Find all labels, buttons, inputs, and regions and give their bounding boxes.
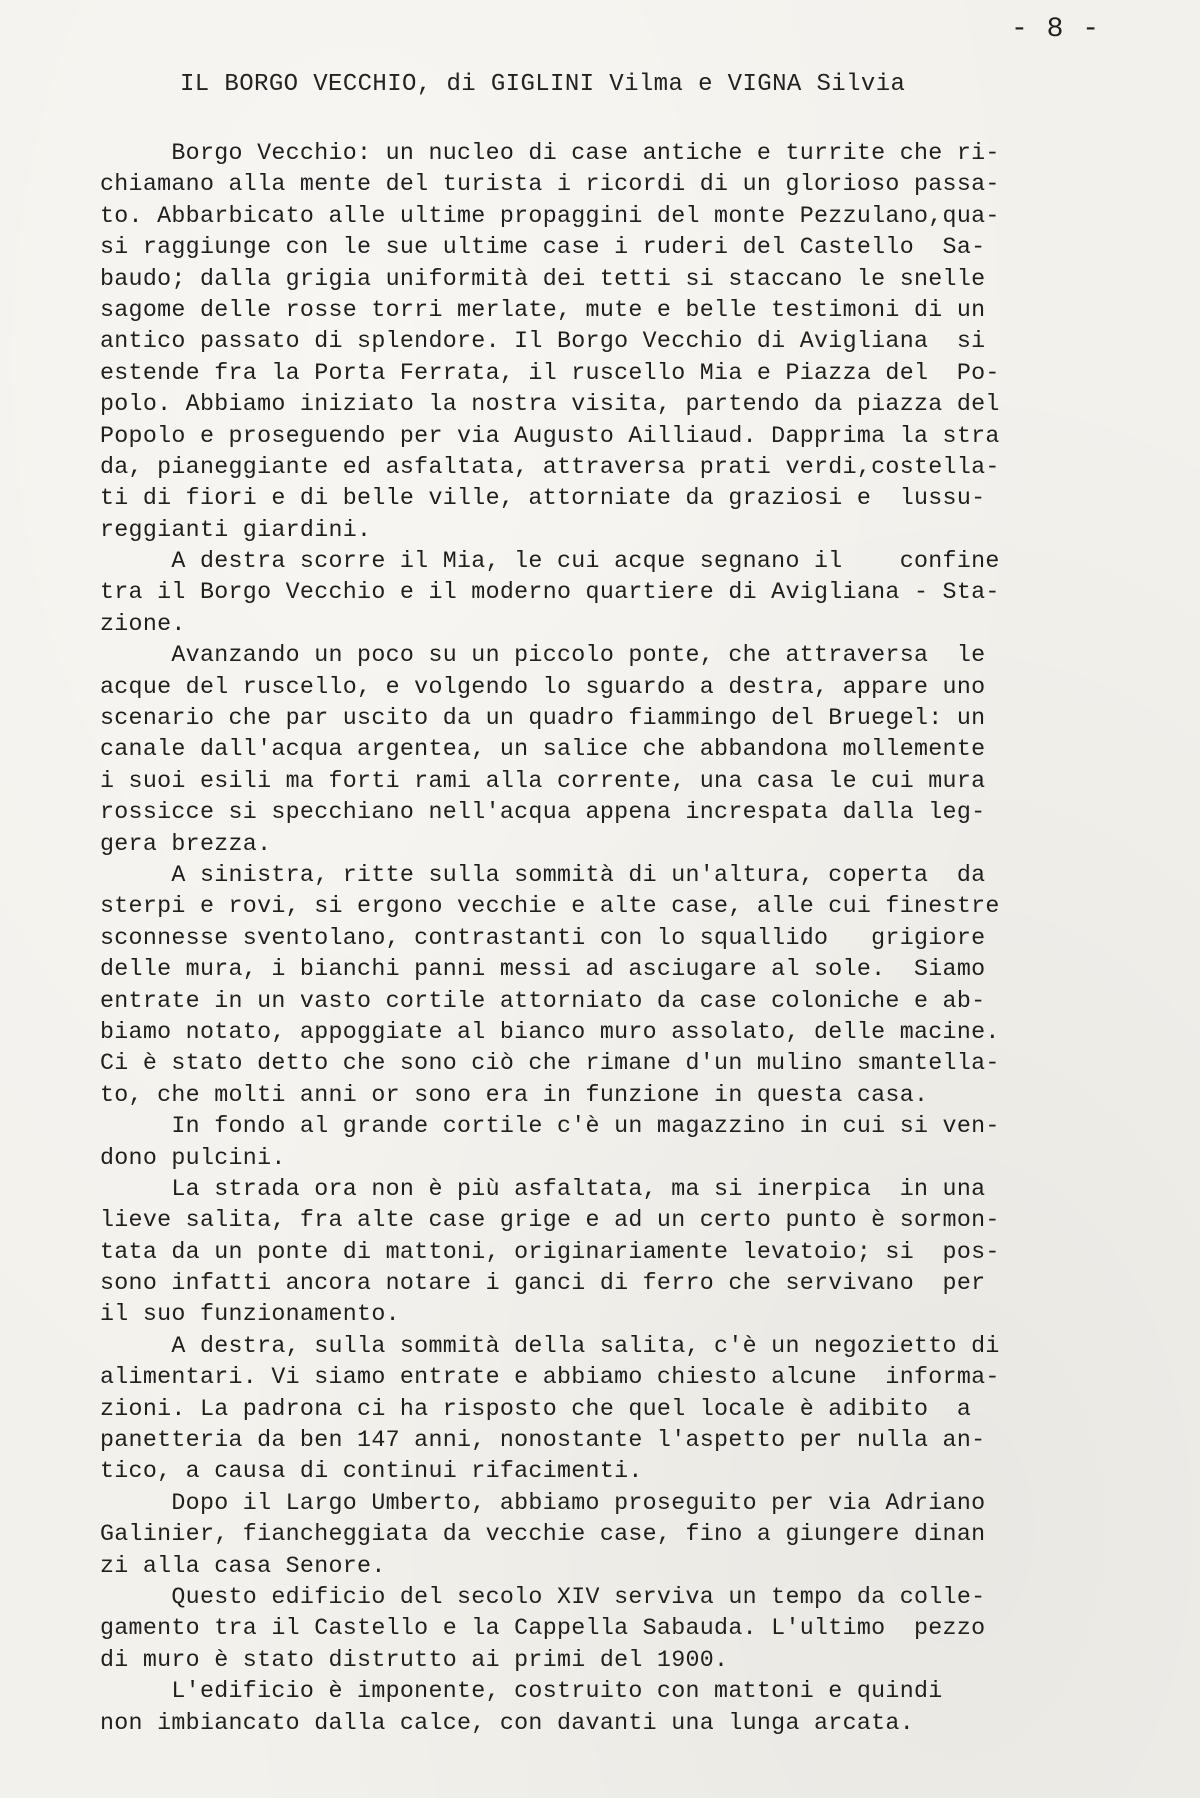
text-line: zi alla casa Senore.	[100, 1552, 386, 1579]
text-line: da, pianeggiante ed asfaltata, attraversa prati verdi,costella-	[100, 453, 1000, 480]
text-line: In fondo al grande cortile c'è un magazzino in cui si ven-	[100, 1113, 1000, 1140]
text-line: tra il Borgo Vecchio e il moderno quartiere di Avigliana - Sta-	[100, 579, 1000, 606]
text-line: sagome delle rosse torri merlate, mute e belle testimoni di un	[100, 296, 986, 323]
page-number: - 8 -	[1010, 14, 1100, 45]
text-line: dono pulcini.	[100, 1144, 286, 1171]
text-line: sterpi e rovi, si ergono vecchie e alte case, alle cui finestre	[100, 893, 1000, 920]
document-title: IL BORGO VECCHIO, di GIGLINI Vilma e VIGNA Silvia	[180, 71, 906, 98]
text-line: A sinistra, ritte sulla sommità di un'altura, coperta da	[100, 861, 986, 888]
text-line: baudo; dalla grigia uniformità dei tetti si staccano le snelle	[100, 265, 986, 292]
text-line: reggianti giardini.	[100, 516, 372, 543]
text-line: biamo notato, appoggiate al bianco muro assolato, delle macine.	[100, 1018, 1000, 1045]
text-line: Dopo il Largo Umberto, abbiamo proseguito per via Adriano	[100, 1489, 986, 1516]
text-line: L'edificio è imponente, costruito con mattoni e quindi	[100, 1678, 943, 1705]
text-line: canale dall'acqua argentea, un salice che abbandona mollemente	[100, 736, 986, 763]
text-line: estende fra la Porta Ferrata, il ruscello Mia e Piazza del Po-	[100, 359, 1000, 386]
text-line: entrate in un vasto cortile attorniato da case coloniche e ab-	[100, 987, 986, 1014]
text-line: Borgo Vecchio: un nucleo di case antiche e turrite che ri-	[100, 140, 1000, 166]
text-line: gera brezza.	[100, 830, 272, 857]
text-line: zioni. La padrona ci ha risposto che quel locale è adibito a	[100, 1395, 972, 1422]
text-line: i suoi esili ma forti rami alla corrente, una casa le cui mura	[100, 767, 986, 794]
text-line: Popolo e proseguendo per via Augusto Ailliaud. Dapprima la stra	[100, 422, 1000, 449]
text-line: rossicce si specchiano nell'acqua appena increspata dalla leg-	[100, 799, 986, 826]
text-line: La strada ora non è più asfaltata, ma si inerpica in una	[100, 1175, 986, 1202]
text-line: Galinier, fiancheggiata da vecchie case, fino a giungere dinan	[100, 1521, 986, 1548]
text-line: Avanzando un poco su un piccolo ponte, che attraversa le	[100, 642, 986, 669]
text-line: panetteria da ben 147 anni, nonostante l'aspetto per nulla an-	[100, 1427, 986, 1454]
text-line: Questo edificio del secolo XIV serviva un tempo da colle-	[100, 1583, 986, 1610]
text-line: A destra scorre il Mia, le cui acque segnano il confine	[100, 548, 1000, 575]
text-line: si raggiunge con le sue ultime case i ruderi del Castello Sa-	[100, 234, 986, 261]
text-line: alimentari. Vi siamo entrate e abbiamo chiesto alcune informa-	[100, 1364, 1000, 1391]
text-line: to. Abbarbicato alle ultime propaggini del monte Pezzulano,qua-	[100, 202, 1000, 229]
text-line: sono infatti ancora notare i ganci di ferro che servivano per	[100, 1270, 986, 1297]
text-line: acque del ruscello, e volgendo lo sguardo a destra, appare uno	[100, 673, 986, 700]
text-line: polo. Abbiamo iniziato la nostra visita, partendo da piazza del	[100, 391, 1000, 418]
text-line: antico passato di splendore. Il Borgo Vecchio di Avigliana si	[100, 328, 986, 355]
text-line: ti di fiori e di belle ville, attorniate da graziosi e lussu-	[100, 485, 986, 512]
text-line: A destra, sulla sommità della salita, c'è un negozietto di	[100, 1332, 1000, 1359]
text-line: di muro è stato distrutto ai primi del 1900.	[100, 1646, 729, 1673]
text-line: delle mura, i bianchi panni messi ad asciugare al sole. Siamo	[100, 956, 986, 983]
text-line: non imbiancato dalla calce, con davanti una lunga arcata.	[100, 1709, 914, 1736]
text-line: to, che molti anni or sono era in funzione in questa casa.	[100, 1081, 929, 1108]
text-line: il suo funzionamento.	[100, 1301, 400, 1328]
text-line: tico, a causa di continui rifacimenti.	[100, 1458, 643, 1485]
text-line: chiamano alla mente del turista i ricordi di un glorioso passa-	[100, 171, 1000, 198]
text-line: scenario che par uscito da un quadro fiammingo del Bruegel: un	[100, 705, 986, 732]
text-line: gamento tra il Castello e la Cappella Sabauda. L'ultimo pezzo	[100, 1615, 986, 1642]
text-line: zione.	[100, 610, 186, 637]
text-line: tata da un ponte di mattoni, originariamente levatoio; si pos-	[100, 1238, 1000, 1265]
text-line: Ci è stato detto che sono ciò che rimane d'un mulino smantella-	[100, 1050, 1000, 1077]
body-text	[100, 138, 1110, 1739]
text-line: sconnesse sventolano, contrastanti con lo squallido grigiore	[100, 924, 986, 951]
text-line: lieve salita, fra alte case grige e ad un certo punto è sormon-	[100, 1207, 1000, 1234]
